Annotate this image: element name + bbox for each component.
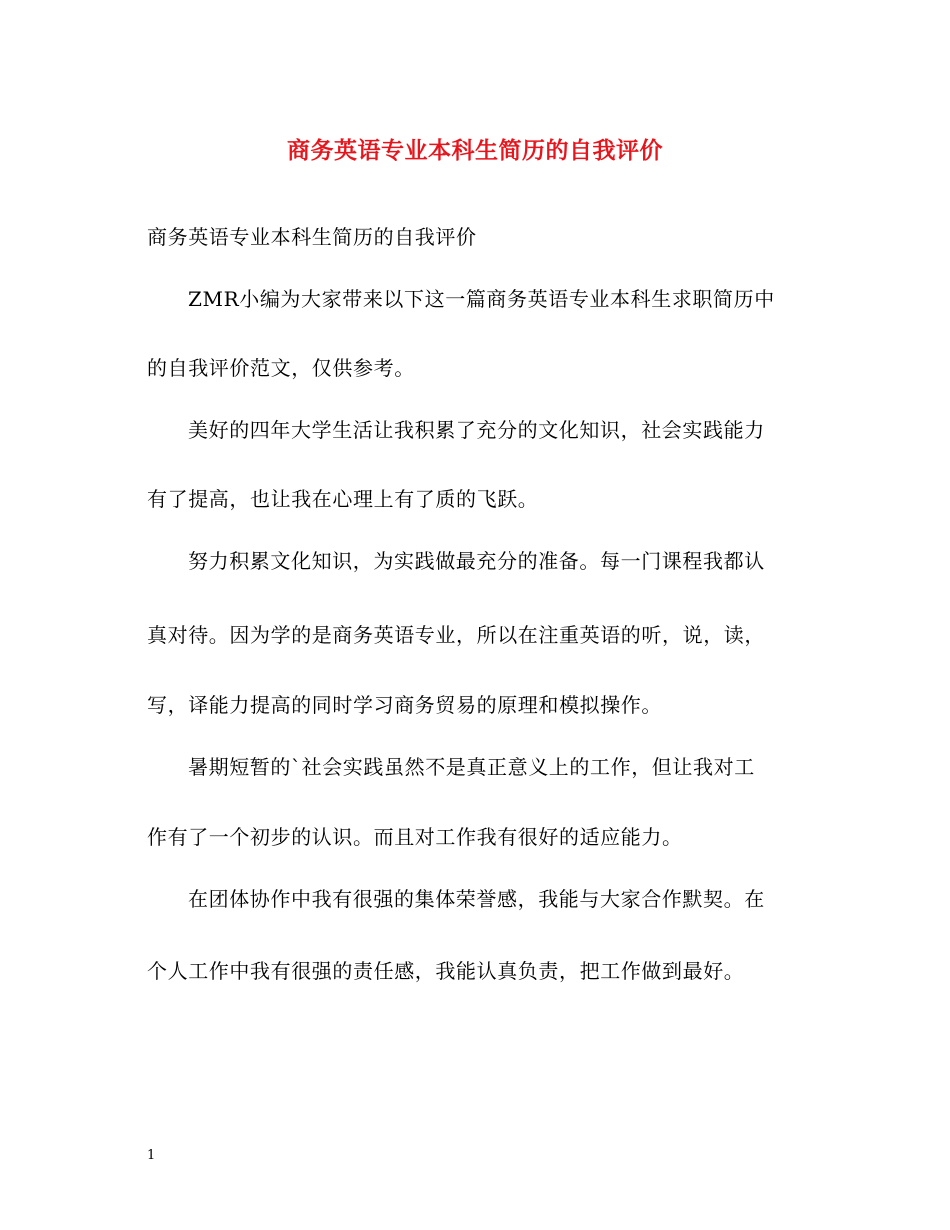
paragraph-line: 美好的四年大学生活让我积累了充分的文化知识，社会实践能力 <box>188 418 765 442</box>
paragraph-line: 暑期短暂的`社会实践虽然不是真正意义上的工作，但让我对工 <box>188 755 755 779</box>
paragraph-line: 在团体协作中我有很强的集体荣誉感，我能与大家合作默契。在 <box>188 887 765 911</box>
document-subtitle: 商务英语专业本科生简历的自我评价 <box>147 225 477 249</box>
paragraph-line: 作有了一个初步的认识。而且对工作我有很好的适应能力。 <box>147 825 683 849</box>
paragraph-line: 有了提高，也让我在心理上有了质的飞跃。 <box>147 487 539 511</box>
paragraph-line: 努力积累文化知识，为实践做最充分的准备。每一门课程我都认 <box>188 549 765 573</box>
paragraph-line: ZMR小编为大家带来以下这一篇商务英语专业本科生求职简历中 <box>188 287 775 311</box>
paragraph-line: 个人工作中我有很强的责任感，我能认真负责，把工作做到最好。 <box>147 959 745 983</box>
paragraph-line: 真对待。因为学的是商务英语专业，所以在注重英语的听，说，读， <box>147 623 765 647</box>
paragraph-line: 的自我评价范文，仅供参考。 <box>147 356 415 380</box>
page-number: 1 <box>147 1148 156 1163</box>
document-title: 商务英语专业本科生简历的自我评价 <box>287 137 663 164</box>
paragraph-line: 写，译能力提高的同时学习商务贸易的原理和模拟操作。 <box>147 693 662 717</box>
